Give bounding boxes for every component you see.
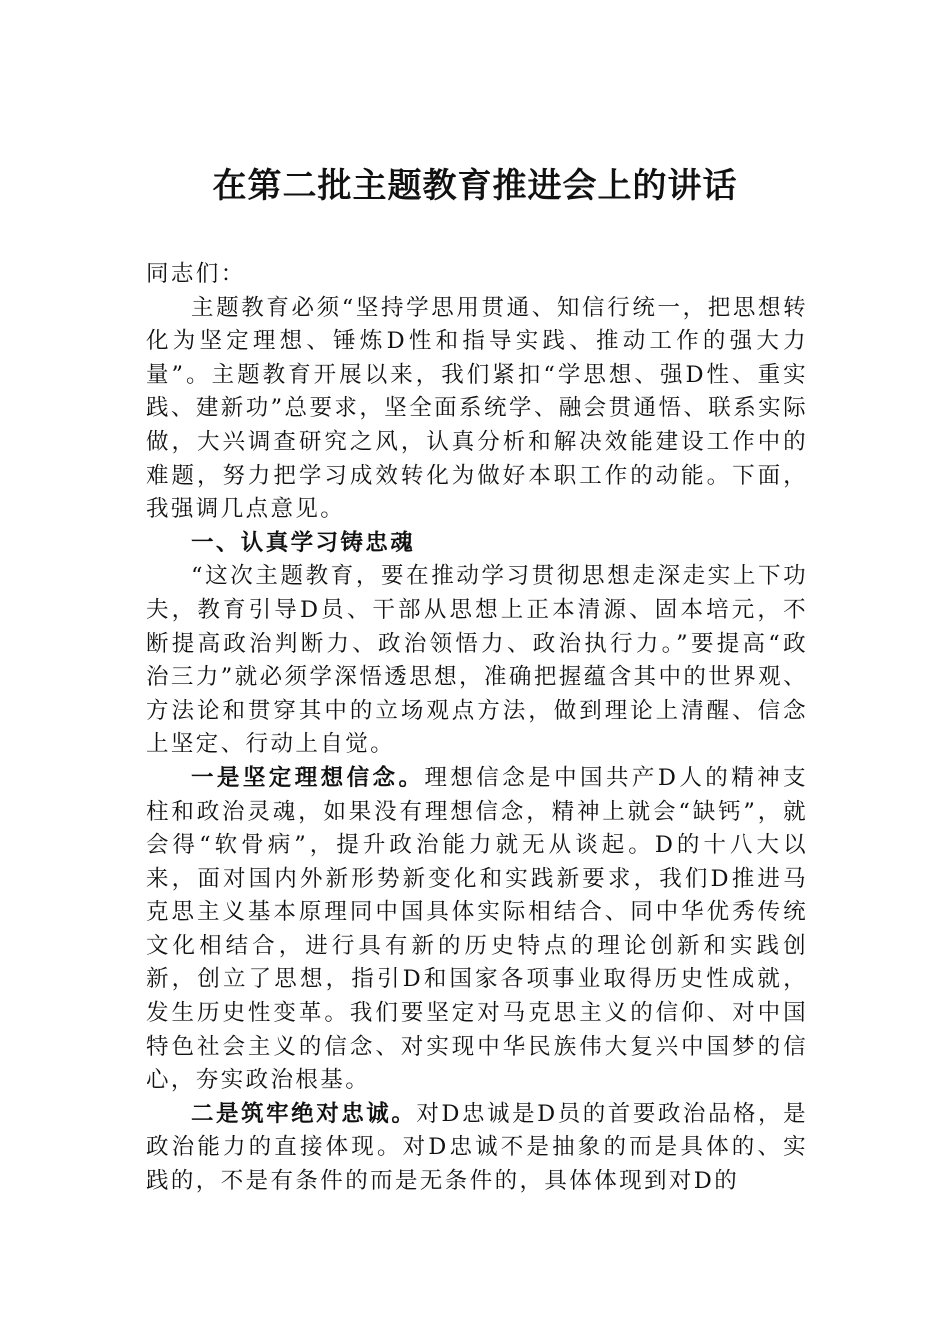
point-2-paragraph: [146, 1098, 808, 1199]
point-2-text: 对D忠诚是D员的首要政治品格，是政治能力的直接体现。对D忠诚不是抽象的而是具体的、实践的，不是有条件的而是无条件的，具体体现到对D的: [146, 1100, 808, 1195]
intro-paragraph: 主题教育必须“坚持学思用贯通、知信行统一，把思想转化为坚定理想、锤炼D性和指导实践、推动工作的强大力量”。主题教育开展以来，我们紧扣“学思想、强D性、重实践、建新功”总要求，坚全面系统学、融会贯通悟、联系实际做，大兴调查研究之风，认真分析和解决效能建设工作中的难题，努力把学习成效转化为做好本职工作的动能。下面，我强调几点意见。: [146, 294, 808, 523]
point-1-text: 理想信念是中国共产D人的精神支柱和政治灵魂，如果没有理想信念，精神上就会“缺钙”，就会得“软骨病”，提升政治能力就无从谈起。D的十八大以来，面对国内外新形势新变化和实践新要求，我们D推进马克思主义基本原理同中国具体实际相结合、同中华优秀传统文化相结合，进行具有新的历史特点的理论创新和实践创新，创立了思想，指引D和国家各项事业取得历史性成就，发生历史性变革。我们要坚定对马克思主义的信仰、对中国特色社会主义的信念、对实现中华民族伟大复兴中国梦的信心，夯实政治根基。: [146, 764, 808, 1094]
point-2-lead: 二是筑牢绝对忠诚。: [191, 1100, 417, 1127]
document-title: 在第二批主题教育推进会上的讲话: [212, 166, 738, 206]
point-1-lead: 一是坚定理想信念。: [191, 764, 425, 791]
document-body: [146, 258, 808, 1199]
section-1-paragraph: “这次主题教育，要在推动学习贯彻思想走深走实上下功夫，教育引导D员、干部从思想上正本清源、固本培元，不断提高政治判断力、政治领悟力、政治执行力。”要提高“政治三力”就必须学深悟透思想，准确把握蕴含其中的世界观、方法论和贯穿其中的立场观点方法，做到理论上清醒、信念上坚定、行动上自觉。: [146, 563, 808, 758]
salutation: 同志们：: [146, 261, 246, 287]
point-1-paragraph: [146, 762, 808, 1098]
section-heading-1: 一、认真学习铸忠魂: [191, 529, 416, 556]
